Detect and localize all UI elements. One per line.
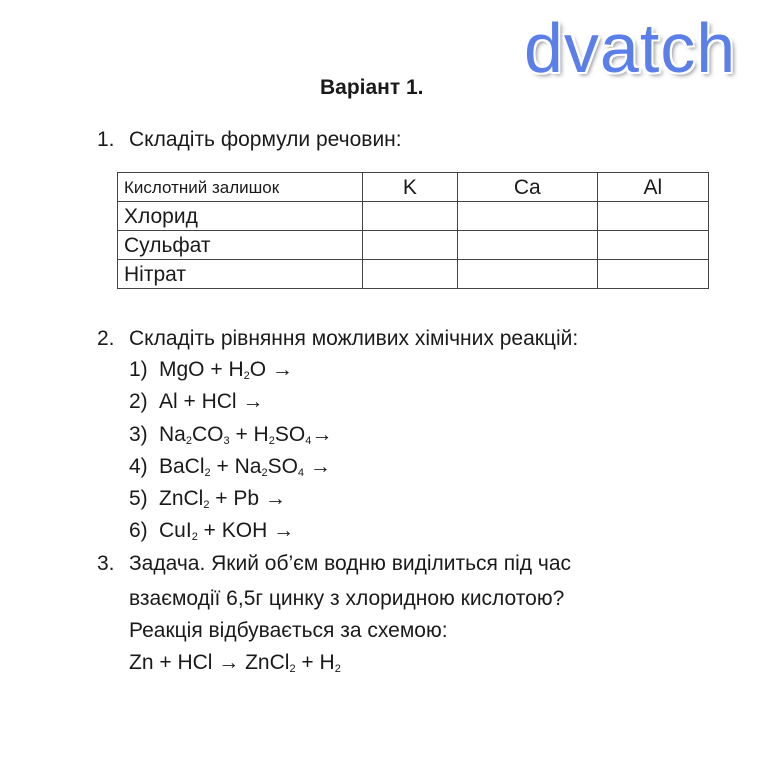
table-cell	[363, 260, 458, 289]
task-3-text-line: Реакція відбувається за схемою:	[129, 619, 448, 642]
task-3-scheme: Zn + HCl → ZnCl$_2$ + $H_2$	[129, 651, 341, 675]
table-cell	[597, 260, 708, 289]
table-header-cell: K	[363, 173, 458, 202]
table-cell	[457, 260, 597, 289]
task-3-text-line: взаємодії 6,5г цинку з хлоридною кислотою?	[129, 587, 565, 610]
table-header-cell: Ca	[457, 173, 597, 202]
table-row-label: Сульфат	[118, 231, 363, 260]
table-row	[118, 231, 709, 260]
reaction-number: 1)	[129, 358, 148, 381]
table-row-label: Нітрат	[118, 260, 363, 289]
table-cell	[363, 231, 458, 260]
table-cell	[457, 231, 597, 260]
table-cell	[597, 231, 708, 260]
reaction-equation: MgO + $H_2O$ →	[159, 358, 293, 382]
reaction-equation: ZnCl$_2$ + Pb →	[159, 487, 286, 511]
table-header-cell: Al	[597, 173, 708, 202]
reaction-number: 3)	[129, 423, 148, 446]
task-1-text: Складіть формули речовин:	[129, 128, 402, 151]
table-row	[118, 202, 709, 231]
task-2-text: Складіть рівняння можливих хімічних реакцій:	[129, 327, 579, 350]
reaction-equation: CuI$_2$ + KOH →	[159, 519, 295, 543]
table-cell	[363, 202, 458, 231]
table-cell	[597, 202, 708, 231]
task-2-number: 2.	[97, 327, 115, 350]
table-header-cell: Кислотний залишок	[118, 173, 363, 202]
table-cell	[457, 202, 597, 231]
reaction-number: 2)	[129, 390, 148, 413]
table-row-label: Хлорид	[118, 202, 363, 231]
reaction-number: 5)	[129, 487, 148, 510]
reaction-number: 6)	[129, 519, 148, 542]
table-header-row	[118, 173, 709, 202]
page-title: Варіант 1.	[320, 76, 424, 99]
reaction-equation: BaCl$_2$ + $Na_2SO_4$ →	[159, 455, 331, 479]
reaction-number: 4)	[129, 455, 148, 478]
watermark-logo: dvatch	[524, 9, 737, 87]
task-3-text-line: Задача. Який об’єм водню виділиться під час	[129, 552, 572, 575]
reaction-equation: Al + HCl →	[159, 390, 264, 413]
table-row	[118, 260, 709, 289]
task-1-number: 1.	[97, 128, 115, 151]
acid-residue-table	[117, 172, 709, 289]
task-3-number: 3.	[97, 552, 115, 575]
reaction-equation: $Na_2CO_3 + H_2SO_4\to$	[159, 423, 333, 447]
